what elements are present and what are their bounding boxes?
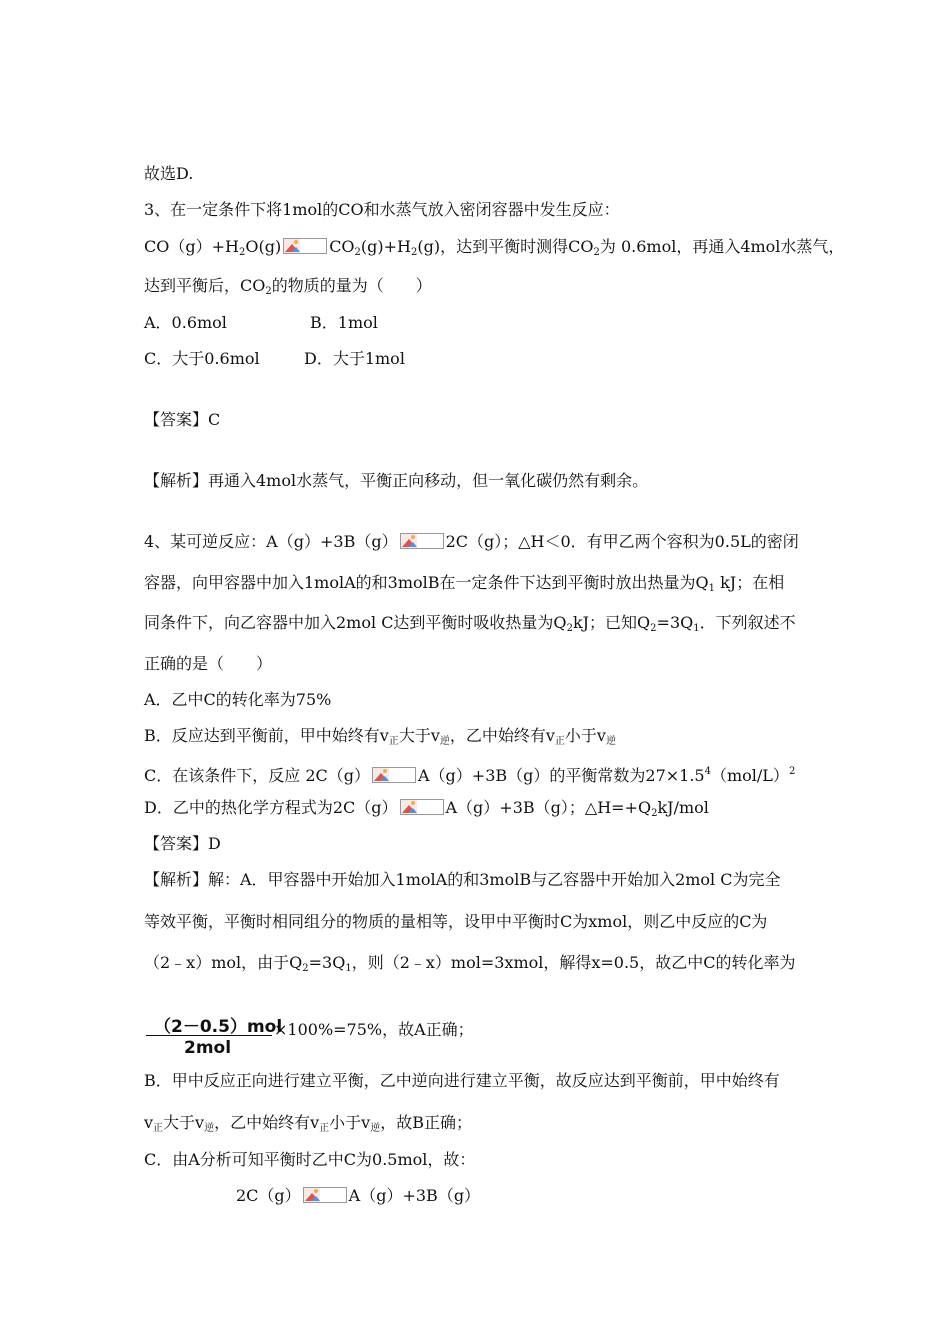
text-run: CO（g）+H [144,237,239,256]
text-run: 为 0.6mol，再通入4mol水蒸气， [599,237,845,256]
text-run: 大于v [163,1113,205,1132]
subscript: 2 [302,963,309,974]
subscript: 逆 [439,736,450,747]
analysis-line [144,1071,780,1091]
subscript: 逆 [370,1123,381,1134]
text-line [144,654,272,674]
text-run: D．乙中的热化学方程式为2C（g） [144,798,398,817]
option-c: C．大于0.6mol [144,349,260,368]
analysis-line [144,471,648,491]
text-run: 2C（g）；△H＜0．有甲乙两个容积为0.5L的密闭 [445,532,799,551]
text-run: 的物质的量为（ ） [271,276,432,295]
text-run: 同条件下，向乙容器中加入2mol C达到平衡时吸收热量为Q [144,613,567,632]
analysis-text: 【解析】再通入4mol水蒸气，平衡正向移动，但一氧化碳仍然有剩余。 [144,471,649,490]
text-run: 4、某可逆反应：A（g）+3B（g） [144,532,398,551]
fraction-result [274,1020,474,1040]
text-run: A（g）+3B（g）；△H=+Q [445,798,652,817]
text-run: A（g）+3B（g）的平衡常数为27×1.5 [418,766,705,785]
text-line [144,573,784,599]
subscript: 1 [693,623,700,634]
text-run: ．下列叙述不 [699,613,796,632]
options-row [144,313,378,333]
text-run: ，乙中始终有v [449,726,555,745]
text-run: ，乙中始终有v [214,1113,320,1132]
subscript: 1 [708,583,716,594]
text-run: =3Q [308,953,346,972]
question-3-stem [144,200,620,220]
analysis-line [144,953,795,979]
text-line [144,164,193,184]
text-run: kJ；在相 [715,573,785,592]
text-run: 容器，向甲容器中加入1molA的和3molB在一定条件下达到平衡时放出热量为Q [144,573,709,592]
question-3-equation [144,237,844,263]
question-3-stem-end [144,276,432,302]
text-run: CO [329,237,355,256]
text-run: ×100%=75%，故A正确； [274,1020,474,1039]
fraction-bar [146,1035,272,1036]
fraction-numerator: （2－0.5）mol [154,1017,283,1037]
superscript: 4 [704,766,711,777]
text-run: kJ；已知Q [572,613,651,632]
option-c [144,762,795,786]
text-run: ，故B正确； [380,1113,472,1132]
subscript: 2 [650,623,657,634]
analysis-text: 【解析】解：A．甲容器中开始加入1molA的和3molB与乙容器中开始加入2mol C为完全 [144,870,781,889]
fraction [146,1008,283,1058]
answer-line [144,834,221,854]
answer-text: 【答案】C [144,410,221,429]
superscript: 2 [788,766,796,777]
option-a [144,690,331,710]
subscript: 正 [554,736,565,747]
text-run: A．乙中C的转化率为75% [144,690,332,709]
subscript: 2 [566,623,573,634]
paragraph-text: 故选D. [144,164,194,183]
text-run: (g)，达到平衡时测得CO [417,237,594,256]
subscript: 2 [265,286,272,297]
subscript: 2 [651,808,658,819]
text-run: （2﹣x）mol，由于Q [144,953,303,972]
analysis-line [144,912,767,932]
option-b [144,726,616,752]
broken-image-icon [400,799,444,815]
paragraph-text: 3、在一定条件下将1mol的CO和水蒸气放入密闭容器中发生反应： [144,200,620,219]
subscript: 逆 [605,736,616,747]
equation-line [236,1186,480,1206]
answer-text: 【答案】D [144,834,221,853]
options-row [144,349,405,369]
subscript: 正 [388,736,399,747]
text-run: O(g) [245,237,282,256]
option-d [144,798,709,824]
analysis-line [144,1113,472,1139]
text-run: C．在该条件下，反应 2C（g） [144,766,370,785]
text-run: v [144,1113,154,1132]
subscript: 1 [345,963,352,974]
answer-line [144,410,220,430]
broken-image-icon [303,1187,347,1203]
text-run: 小于v [329,1113,371,1132]
text-run: B．反应达到平衡前，甲中始终有v [144,726,389,745]
option-a: A．0.6mol [144,313,227,332]
text-run: (g)+H [360,237,412,256]
broken-image-icon [283,238,327,254]
text-run: （mol/L） [710,766,789,785]
text-run: 2C（g） [236,1186,301,1205]
broken-image-icon [372,767,416,783]
subscript: 2 [411,247,418,258]
analysis-text: B．甲中反应正向进行建立平衡，乙中逆向进行建立平衡，故反应达到平衡前，甲中始终有 [144,1071,780,1090]
subscript: 2 [354,247,361,258]
subscript: 2 [593,247,600,258]
option-d: D．大于1mol [304,349,405,368]
analysis-line [144,870,781,890]
text-run: kJ/mol [657,798,709,817]
subscript: 正 [319,1123,330,1134]
text-run: A（g）+3B（g） [348,1186,481,1205]
question-4-stem [144,532,799,552]
broken-image-icon [400,533,444,549]
text-run: 达到平衡后，CO [144,276,266,295]
analysis-line [144,1150,475,1170]
text-run: ，则（2﹣x）mol=3xmol，解得x=0.5，故乙中C的转化率为 [351,953,796,972]
analysis-text: 等效平衡，平衡时相同组分的物质的量相等，设甲中平衡时C为xmol，则乙中反应的C为 [144,912,768,931]
text-run: 正确的是（ ） [144,654,273,673]
text-run: =3Q [656,613,694,632]
analysis-text: C．由A分析可知平衡时乙中C为0.5mol，故： [144,1150,476,1169]
fraction-denominator: 2mol [184,1038,232,1058]
subscript: 逆 [204,1123,215,1134]
text-line [144,613,796,639]
subscript: 正 [153,1123,164,1134]
option-b: B．1mol [310,313,378,332]
text-run: 小于v [564,726,606,745]
text-run: 大于v [398,726,440,745]
subscript: 2 [238,247,246,258]
